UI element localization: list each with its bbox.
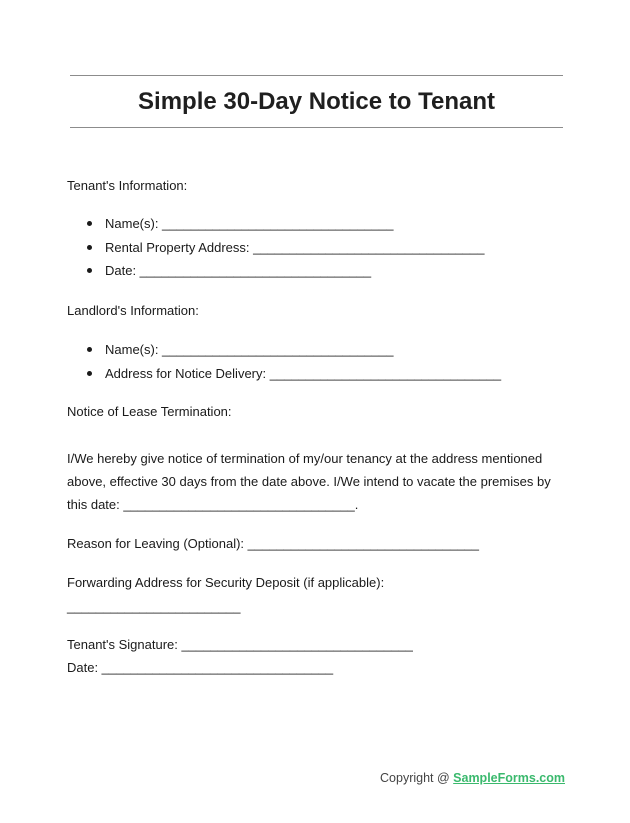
copyright-prefix: Copyright @: [380, 771, 454, 785]
list-item: Rental Property Address: ________________________________: [67, 236, 485, 260]
list-item: Date: ________________________________: [67, 259, 485, 283]
notice-heading: Notice of Lease Termination:: [67, 404, 232, 419]
reason-line: Reason for Leaving (Optional): ________________________________: [67, 536, 480, 551]
landlord-info-list: [67, 338, 501, 385]
tenant-info-list: [67, 212, 485, 283]
forwarding-blank: ________________________: [67, 599, 241, 614]
date-line: Date: ________________________________: [67, 660, 334, 675]
list-item: Name(s): ________________________________: [67, 338, 501, 362]
tenant-info-heading: Tenant's Information:: [67, 178, 188, 193]
title-top-rule: [70, 75, 563, 76]
landlord-info-heading: Landlord's Information:: [67, 303, 199, 318]
brand-link[interactable]: SampleForms.com: [453, 771, 565, 785]
list-item: Name(s): ________________________________: [67, 212, 485, 236]
forwarding-label: Forwarding Address for Security Deposit (if applicable):: [67, 575, 385, 590]
page-title: Simple 30-Day Notice to Tenant: [138, 88, 495, 115]
copyright-footer: [380, 771, 565, 785]
list-item: Address for Notice Delivery: ________________________________: [67, 362, 501, 386]
title-bottom-rule: [70, 127, 563, 128]
signature-line: Tenant's Signature: ________________________________: [67, 637, 413, 652]
notice-body: I/We hereby give notice of termination of my/our tenancy at the address mentioned above, effective 30 days from the date above. I/We intend to vacate the premises by this date: ________________________________.: [67, 451, 551, 512]
